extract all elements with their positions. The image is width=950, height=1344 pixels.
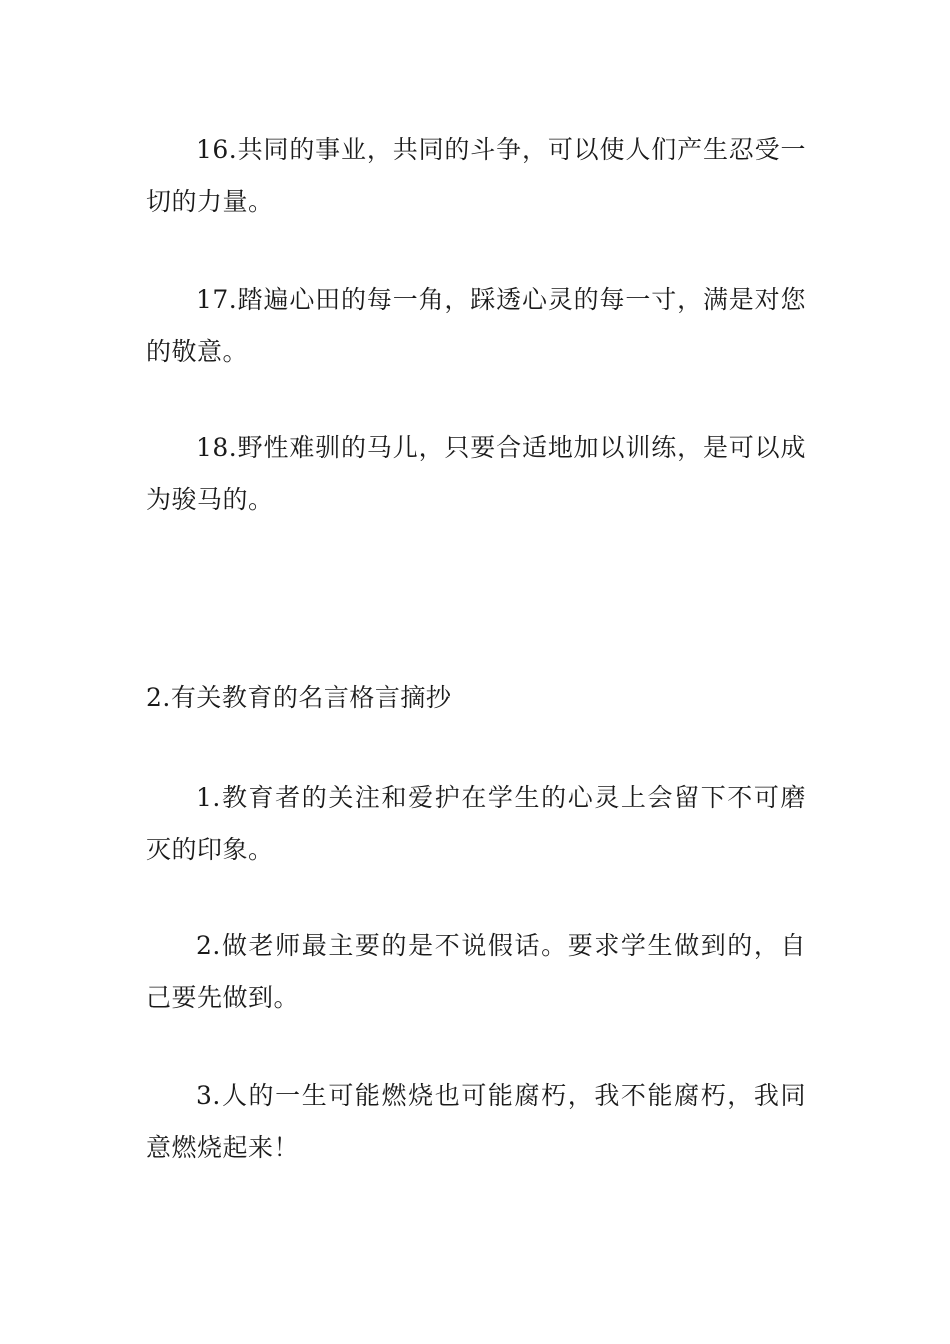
quote-paragraph-3: 3.人的一生可能燃烧也可能腐朽，我不能腐朽，我同意燃烧起来！ (146, 1081, 806, 1162)
quote-paragraph-16: 16.共同的事业，共同的斗争，可以使人们产生忍受一切的力量。 (146, 135, 806, 216)
section-heading: 2.有关教育的名言格言摘抄 (146, 683, 452, 712)
quote-paragraph-2: 2.做老师最主要的是不说假话。要求学生做到的，自己要先做到。 (146, 931, 806, 1012)
quote-paragraph-18: 18.野性难驯的马儿，只要合适地加以训练，是可以成为骏马的。 (146, 433, 806, 514)
quote-paragraph-1: 1.教育者的关注和爱护在学生的心灵上会留下不可磨灭的印象。 (146, 783, 806, 864)
quote-paragraph-17: 17.踏遍心田的每一角，踩透心灵的每一寸，满是对您的敬意。 (146, 285, 806, 366)
